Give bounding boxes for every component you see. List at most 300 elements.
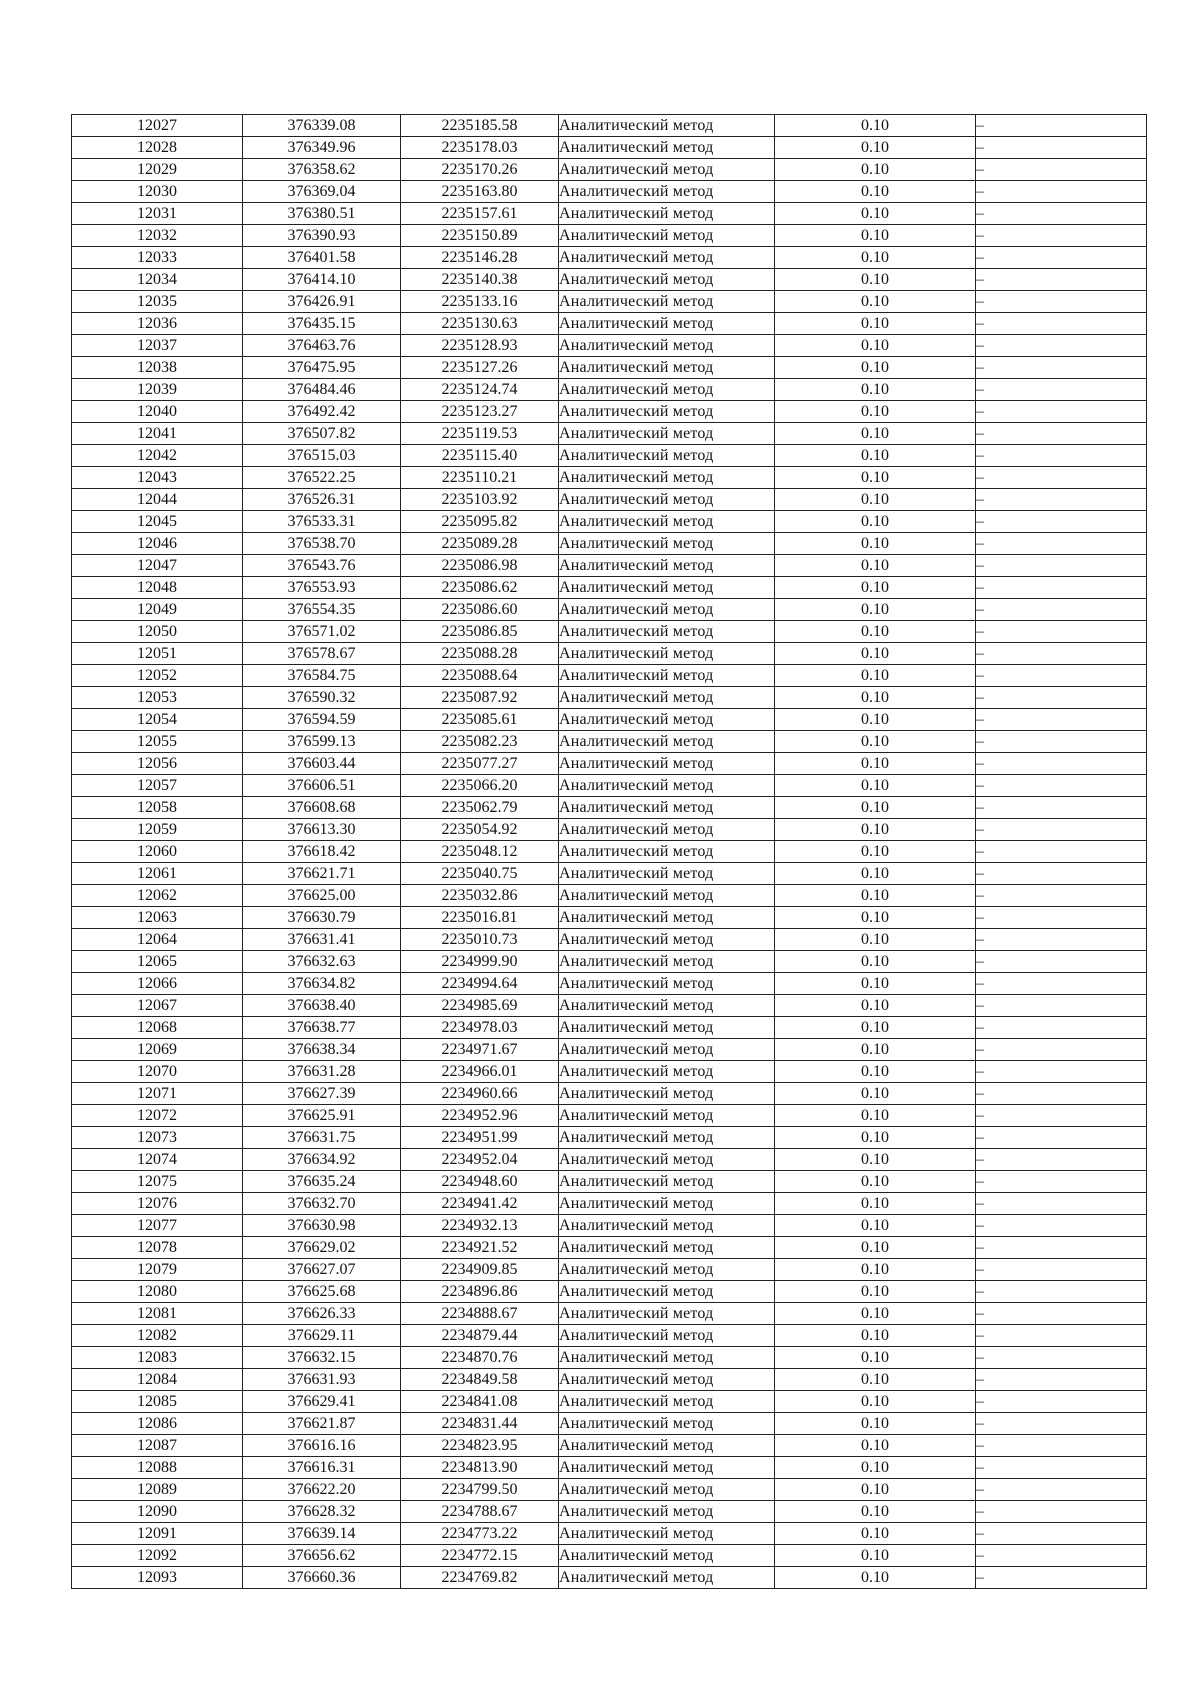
method-cell: Аналитический метод bbox=[559, 313, 775, 335]
method-cell: Аналитический метод bbox=[559, 401, 775, 423]
point-number-cell: 12073 bbox=[72, 1127, 243, 1149]
note-cell: – bbox=[976, 885, 1147, 907]
accuracy-cell: 0.10 bbox=[775, 885, 976, 907]
method-cell: Аналитический метод bbox=[559, 379, 775, 401]
method-cell: Аналитический метод bbox=[559, 335, 775, 357]
note-cell: – bbox=[976, 863, 1147, 885]
point-number-cell: 12090 bbox=[72, 1501, 243, 1523]
y-coordinate-cell: 2234932.13 bbox=[401, 1215, 559, 1237]
y-coordinate-cell: 2234813.90 bbox=[401, 1457, 559, 1479]
method-cell: Аналитический метод bbox=[559, 203, 775, 225]
accuracy-cell: 0.10 bbox=[775, 1501, 976, 1523]
note-cell: – bbox=[976, 533, 1147, 555]
note-cell: – bbox=[976, 115, 1147, 137]
note-cell: – bbox=[976, 1083, 1147, 1105]
accuracy-cell: 0.10 bbox=[775, 709, 976, 731]
point-number-cell: 12080 bbox=[72, 1281, 243, 1303]
note-cell: – bbox=[976, 665, 1147, 687]
note-cell: – bbox=[976, 1391, 1147, 1413]
point-number-cell: 12057 bbox=[72, 775, 243, 797]
accuracy-cell: 0.10 bbox=[775, 1567, 976, 1589]
table-row bbox=[72, 885, 1147, 907]
y-coordinate-cell: 2235095.82 bbox=[401, 511, 559, 533]
table-row bbox=[72, 951, 1147, 973]
method-cell: Аналитический метод bbox=[559, 1237, 775, 1259]
note-cell: – bbox=[976, 621, 1147, 643]
y-coordinate-cell: 2234879.44 bbox=[401, 1325, 559, 1347]
point-number-cell: 12068 bbox=[72, 1017, 243, 1039]
x-coordinate-cell: 376380.51 bbox=[243, 203, 401, 225]
x-coordinate-cell: 376616.31 bbox=[243, 1457, 401, 1479]
method-cell: Аналитический метод bbox=[559, 1391, 775, 1413]
point-number-cell: 12065 bbox=[72, 951, 243, 973]
method-cell: Аналитический метод bbox=[559, 357, 775, 379]
table-row bbox=[72, 1105, 1147, 1127]
x-coordinate-cell: 376613.30 bbox=[243, 819, 401, 841]
point-number-cell: 12085 bbox=[72, 1391, 243, 1413]
note-cell: – bbox=[976, 599, 1147, 621]
y-coordinate-cell: 2234823.95 bbox=[401, 1435, 559, 1457]
table-row bbox=[72, 775, 1147, 797]
y-coordinate-cell: 2235133.16 bbox=[401, 291, 559, 313]
y-coordinate-cell: 2234966.01 bbox=[401, 1061, 559, 1083]
note-cell: – bbox=[976, 335, 1147, 357]
table-row bbox=[72, 929, 1147, 951]
x-coordinate-cell: 376621.87 bbox=[243, 1413, 401, 1435]
y-coordinate-cell: 2235115.40 bbox=[401, 445, 559, 467]
point-number-cell: 12055 bbox=[72, 731, 243, 753]
y-coordinate-cell: 2235178.03 bbox=[401, 137, 559, 159]
note-cell: – bbox=[976, 819, 1147, 841]
y-coordinate-cell: 2235163.80 bbox=[401, 181, 559, 203]
method-cell: Аналитический метод bbox=[559, 1567, 775, 1589]
accuracy-cell: 0.10 bbox=[775, 643, 976, 665]
x-coordinate-cell: 376475.95 bbox=[243, 357, 401, 379]
table-row bbox=[72, 247, 1147, 269]
table-row bbox=[72, 1479, 1147, 1501]
x-coordinate-cell: 376638.77 bbox=[243, 1017, 401, 1039]
note-cell: – bbox=[976, 577, 1147, 599]
note-cell: – bbox=[976, 379, 1147, 401]
table-row bbox=[72, 1083, 1147, 1105]
x-coordinate-cell: 376515.03 bbox=[243, 445, 401, 467]
note-cell: – bbox=[976, 225, 1147, 247]
table-row bbox=[72, 291, 1147, 313]
method-cell: Аналитический метод bbox=[559, 995, 775, 1017]
y-coordinate-cell: 2234948.60 bbox=[401, 1171, 559, 1193]
note-cell: – bbox=[976, 907, 1147, 929]
table-row bbox=[72, 1567, 1147, 1589]
note-cell: – bbox=[976, 841, 1147, 863]
note-cell: – bbox=[976, 1039, 1147, 1061]
table-row bbox=[72, 379, 1147, 401]
accuracy-cell: 0.10 bbox=[775, 1347, 976, 1369]
table-row bbox=[72, 819, 1147, 841]
y-coordinate-cell: 2235128.93 bbox=[401, 335, 559, 357]
table-row bbox=[72, 357, 1147, 379]
table-row bbox=[72, 973, 1147, 995]
y-coordinate-cell: 2235140.38 bbox=[401, 269, 559, 291]
point-number-cell: 12029 bbox=[72, 159, 243, 181]
x-coordinate-cell: 376599.13 bbox=[243, 731, 401, 753]
x-coordinate-cell: 376632.70 bbox=[243, 1193, 401, 1215]
method-cell: Аналитический метод bbox=[559, 181, 775, 203]
y-coordinate-cell: 2235127.26 bbox=[401, 357, 559, 379]
x-coordinate-cell: 376349.96 bbox=[243, 137, 401, 159]
x-coordinate-cell: 376543.76 bbox=[243, 555, 401, 577]
point-number-cell: 12035 bbox=[72, 291, 243, 313]
table-row bbox=[72, 995, 1147, 1017]
x-coordinate-cell: 376401.58 bbox=[243, 247, 401, 269]
y-coordinate-cell: 2235170.26 bbox=[401, 159, 559, 181]
table-row bbox=[72, 709, 1147, 731]
y-coordinate-cell: 2234841.08 bbox=[401, 1391, 559, 1413]
accuracy-cell: 0.10 bbox=[775, 995, 976, 1017]
y-coordinate-cell: 2235010.73 bbox=[401, 929, 559, 951]
table-row bbox=[72, 467, 1147, 489]
table-row bbox=[72, 1457, 1147, 1479]
y-coordinate-cell: 2235086.98 bbox=[401, 555, 559, 577]
accuracy-cell: 0.10 bbox=[775, 1083, 976, 1105]
method-cell: Аналитический метод bbox=[559, 1061, 775, 1083]
method-cell: Аналитический метод bbox=[559, 1457, 775, 1479]
method-cell: Аналитический метод bbox=[559, 1435, 775, 1457]
table-row bbox=[72, 1061, 1147, 1083]
y-coordinate-cell: 2234951.99 bbox=[401, 1127, 559, 1149]
y-coordinate-cell: 2234788.67 bbox=[401, 1501, 559, 1523]
point-number-cell: 12032 bbox=[72, 225, 243, 247]
note-cell: – bbox=[976, 687, 1147, 709]
note-cell: – bbox=[976, 357, 1147, 379]
table-row bbox=[72, 797, 1147, 819]
note-cell: – bbox=[976, 291, 1147, 313]
accuracy-cell: 0.10 bbox=[775, 731, 976, 753]
method-cell: Аналитический метод bbox=[559, 1523, 775, 1545]
method-cell: Аналитический метод bbox=[559, 819, 775, 841]
table-row bbox=[72, 1127, 1147, 1149]
point-number-cell: 12027 bbox=[72, 115, 243, 137]
point-number-cell: 12060 bbox=[72, 841, 243, 863]
point-number-cell: 12070 bbox=[72, 1061, 243, 1083]
point-number-cell: 12088 bbox=[72, 1457, 243, 1479]
x-coordinate-cell: 376632.63 bbox=[243, 951, 401, 973]
y-coordinate-cell: 2234952.04 bbox=[401, 1149, 559, 1171]
method-cell: Аналитический метод bbox=[559, 1105, 775, 1127]
x-coordinate-cell: 376369.04 bbox=[243, 181, 401, 203]
method-cell: Аналитический метод bbox=[559, 1479, 775, 1501]
method-cell: Аналитический метод bbox=[559, 511, 775, 533]
method-cell: Аналитический метод bbox=[559, 1325, 775, 1347]
point-number-cell: 12047 bbox=[72, 555, 243, 577]
point-number-cell: 12058 bbox=[72, 797, 243, 819]
table-row bbox=[72, 335, 1147, 357]
method-cell: Аналитический метод bbox=[559, 467, 775, 489]
accuracy-cell: 0.10 bbox=[775, 775, 976, 797]
point-number-cell: 12045 bbox=[72, 511, 243, 533]
accuracy-cell: 0.10 bbox=[775, 115, 976, 137]
note-cell: – bbox=[976, 1193, 1147, 1215]
note-cell: – bbox=[976, 1149, 1147, 1171]
y-coordinate-cell: 2235087.92 bbox=[401, 687, 559, 709]
method-cell: Аналитический метод bbox=[559, 1545, 775, 1567]
method-cell: Аналитический метод bbox=[559, 951, 775, 973]
table-row bbox=[72, 313, 1147, 335]
x-coordinate-cell: 376631.93 bbox=[243, 1369, 401, 1391]
accuracy-cell: 0.10 bbox=[775, 379, 976, 401]
accuracy-cell: 0.10 bbox=[775, 445, 976, 467]
note-cell: – bbox=[976, 929, 1147, 951]
accuracy-cell: 0.10 bbox=[775, 1149, 976, 1171]
method-cell: Аналитический метод bbox=[559, 1083, 775, 1105]
method-cell: Аналитический метод bbox=[559, 973, 775, 995]
method-cell: Аналитический метод bbox=[559, 709, 775, 731]
accuracy-cell: 0.10 bbox=[775, 1259, 976, 1281]
note-cell: – bbox=[976, 445, 1147, 467]
point-number-cell: 12064 bbox=[72, 929, 243, 951]
note-cell: – bbox=[976, 467, 1147, 489]
method-cell: Аналитический метод bbox=[559, 1347, 775, 1369]
note-cell: – bbox=[976, 1017, 1147, 1039]
table-row bbox=[72, 1369, 1147, 1391]
x-coordinate-cell: 376625.00 bbox=[243, 885, 401, 907]
accuracy-cell: 0.10 bbox=[775, 1281, 976, 1303]
table-row bbox=[72, 1149, 1147, 1171]
note-cell: – bbox=[976, 1567, 1147, 1589]
point-number-cell: 12038 bbox=[72, 357, 243, 379]
x-coordinate-cell: 376358.62 bbox=[243, 159, 401, 181]
method-cell: Аналитический метод bbox=[559, 1127, 775, 1149]
coordinates-table bbox=[71, 114, 1147, 1589]
point-number-cell: 12076 bbox=[72, 1193, 243, 1215]
note-cell: – bbox=[976, 1127, 1147, 1149]
point-number-cell: 12030 bbox=[72, 181, 243, 203]
note-cell: – bbox=[976, 401, 1147, 423]
x-coordinate-cell: 376484.46 bbox=[243, 379, 401, 401]
table-row bbox=[72, 577, 1147, 599]
point-number-cell: 12040 bbox=[72, 401, 243, 423]
note-cell: – bbox=[976, 951, 1147, 973]
note-cell: – bbox=[976, 1347, 1147, 1369]
x-coordinate-cell: 376608.68 bbox=[243, 797, 401, 819]
point-number-cell: 12054 bbox=[72, 709, 243, 731]
table-row bbox=[72, 863, 1147, 885]
y-coordinate-cell: 2235185.58 bbox=[401, 115, 559, 137]
y-coordinate-cell: 2234772.15 bbox=[401, 1545, 559, 1567]
x-coordinate-cell: 376606.51 bbox=[243, 775, 401, 797]
method-cell: Аналитический метод bbox=[559, 137, 775, 159]
table-row bbox=[72, 1545, 1147, 1567]
y-coordinate-cell: 2234921.52 bbox=[401, 1237, 559, 1259]
y-coordinate-cell: 2235048.12 bbox=[401, 841, 559, 863]
accuracy-cell: 0.10 bbox=[775, 1127, 976, 1149]
y-coordinate-cell: 2235032.86 bbox=[401, 885, 559, 907]
note-cell: – bbox=[976, 1259, 1147, 1281]
note-cell: – bbox=[976, 731, 1147, 753]
note-cell: – bbox=[976, 775, 1147, 797]
x-coordinate-cell: 376594.59 bbox=[243, 709, 401, 731]
point-number-cell: 12050 bbox=[72, 621, 243, 643]
method-cell: Аналитический метод bbox=[559, 797, 775, 819]
y-coordinate-cell: 2235157.61 bbox=[401, 203, 559, 225]
note-cell: – bbox=[976, 1303, 1147, 1325]
point-number-cell: 12044 bbox=[72, 489, 243, 511]
y-coordinate-cell: 2234799.50 bbox=[401, 1479, 559, 1501]
x-coordinate-cell: 376629.11 bbox=[243, 1325, 401, 1347]
point-number-cell: 12031 bbox=[72, 203, 243, 225]
method-cell: Аналитический метод bbox=[559, 1501, 775, 1523]
y-coordinate-cell: 2235146.28 bbox=[401, 247, 559, 269]
point-number-cell: 12092 bbox=[72, 1545, 243, 1567]
point-number-cell: 12067 bbox=[72, 995, 243, 1017]
table-row bbox=[72, 181, 1147, 203]
accuracy-cell: 0.10 bbox=[775, 1391, 976, 1413]
point-number-cell: 12046 bbox=[72, 533, 243, 555]
method-cell: Аналитический метод bbox=[559, 687, 775, 709]
accuracy-cell: 0.10 bbox=[775, 1369, 976, 1391]
method-cell: Аналитический метод bbox=[559, 643, 775, 665]
y-coordinate-cell: 2235088.28 bbox=[401, 643, 559, 665]
coordinates-table-body bbox=[72, 115, 1147, 1589]
y-coordinate-cell: 2234952.96 bbox=[401, 1105, 559, 1127]
method-cell: Аналитический метод bbox=[559, 1281, 775, 1303]
note-cell: – bbox=[976, 643, 1147, 665]
point-number-cell: 12082 bbox=[72, 1325, 243, 1347]
x-coordinate-cell: 376625.91 bbox=[243, 1105, 401, 1127]
method-cell: Аналитический метод bbox=[559, 445, 775, 467]
y-coordinate-cell: 2235150.89 bbox=[401, 225, 559, 247]
accuracy-cell: 0.10 bbox=[775, 951, 976, 973]
x-coordinate-cell: 376414.10 bbox=[243, 269, 401, 291]
table-row bbox=[72, 1039, 1147, 1061]
point-number-cell: 12048 bbox=[72, 577, 243, 599]
y-coordinate-cell: 2234896.86 bbox=[401, 1281, 559, 1303]
point-number-cell: 12037 bbox=[72, 335, 243, 357]
x-coordinate-cell: 376339.08 bbox=[243, 115, 401, 137]
x-coordinate-cell: 376553.93 bbox=[243, 577, 401, 599]
accuracy-cell: 0.10 bbox=[775, 291, 976, 313]
table-row bbox=[72, 1413, 1147, 1435]
accuracy-cell: 0.10 bbox=[775, 555, 976, 577]
x-coordinate-cell: 376533.31 bbox=[243, 511, 401, 533]
note-cell: – bbox=[976, 313, 1147, 335]
accuracy-cell: 0.10 bbox=[775, 269, 976, 291]
x-coordinate-cell: 376618.42 bbox=[243, 841, 401, 863]
point-number-cell: 12041 bbox=[72, 423, 243, 445]
point-number-cell: 12043 bbox=[72, 467, 243, 489]
accuracy-cell: 0.10 bbox=[775, 1545, 976, 1567]
note-cell: – bbox=[976, 423, 1147, 445]
accuracy-cell: 0.10 bbox=[775, 137, 976, 159]
method-cell: Аналитический метод bbox=[559, 929, 775, 951]
table-row bbox=[72, 1303, 1147, 1325]
accuracy-cell: 0.10 bbox=[775, 203, 976, 225]
y-coordinate-cell: 2235066.20 bbox=[401, 775, 559, 797]
x-coordinate-cell: 376463.76 bbox=[243, 335, 401, 357]
y-coordinate-cell: 2235040.75 bbox=[401, 863, 559, 885]
x-coordinate-cell: 376629.41 bbox=[243, 1391, 401, 1413]
y-coordinate-cell: 2234994.64 bbox=[401, 973, 559, 995]
accuracy-cell: 0.10 bbox=[775, 819, 976, 841]
table-row bbox=[72, 731, 1147, 753]
table-row bbox=[72, 621, 1147, 643]
x-coordinate-cell: 376628.32 bbox=[243, 1501, 401, 1523]
table-row bbox=[72, 511, 1147, 533]
method-cell: Аналитический метод bbox=[559, 885, 775, 907]
point-number-cell: 12042 bbox=[72, 445, 243, 467]
point-number-cell: 12074 bbox=[72, 1149, 243, 1171]
note-cell: – bbox=[976, 797, 1147, 819]
accuracy-cell: 0.10 bbox=[775, 489, 976, 511]
point-number-cell: 12086 bbox=[72, 1413, 243, 1435]
accuracy-cell: 0.10 bbox=[775, 1413, 976, 1435]
x-coordinate-cell: 376626.33 bbox=[243, 1303, 401, 1325]
method-cell: Аналитический метод bbox=[559, 841, 775, 863]
y-coordinate-cell: 2235077.27 bbox=[401, 753, 559, 775]
method-cell: Аналитический метод bbox=[559, 1017, 775, 1039]
x-coordinate-cell: 376584.75 bbox=[243, 665, 401, 687]
point-number-cell: 12052 bbox=[72, 665, 243, 687]
x-coordinate-cell: 376635.24 bbox=[243, 1171, 401, 1193]
x-coordinate-cell: 376578.67 bbox=[243, 643, 401, 665]
point-number-cell: 12036 bbox=[72, 313, 243, 335]
table-row bbox=[72, 599, 1147, 621]
method-cell: Аналитический метод bbox=[559, 1215, 775, 1237]
table-row bbox=[72, 423, 1147, 445]
note-cell: – bbox=[976, 1061, 1147, 1083]
method-cell: Аналитический метод bbox=[559, 423, 775, 445]
method-cell: Аналитический метод bbox=[559, 665, 775, 687]
y-coordinate-cell: 2234870.76 bbox=[401, 1347, 559, 1369]
method-cell: Аналитический метод bbox=[559, 599, 775, 621]
accuracy-cell: 0.10 bbox=[775, 181, 976, 203]
y-coordinate-cell: 2234849.58 bbox=[401, 1369, 559, 1391]
point-number-cell: 12049 bbox=[72, 599, 243, 621]
x-coordinate-cell: 376538.70 bbox=[243, 533, 401, 555]
y-coordinate-cell: 2235054.92 bbox=[401, 819, 559, 841]
x-coordinate-cell: 376627.39 bbox=[243, 1083, 401, 1105]
accuracy-cell: 0.10 bbox=[775, 1017, 976, 1039]
point-number-cell: 12091 bbox=[72, 1523, 243, 1545]
x-coordinate-cell: 376435.15 bbox=[243, 313, 401, 335]
method-cell: Аналитический метод bbox=[559, 775, 775, 797]
point-number-cell: 12071 bbox=[72, 1083, 243, 1105]
table-row bbox=[72, 269, 1147, 291]
x-coordinate-cell: 376630.98 bbox=[243, 1215, 401, 1237]
table-row bbox=[72, 533, 1147, 555]
point-number-cell: 12066 bbox=[72, 973, 243, 995]
table-row bbox=[72, 907, 1147, 929]
accuracy-cell: 0.10 bbox=[775, 1193, 976, 1215]
note-cell: – bbox=[976, 1325, 1147, 1347]
table-row bbox=[72, 1237, 1147, 1259]
table-row bbox=[72, 225, 1147, 247]
table-row bbox=[72, 1215, 1147, 1237]
accuracy-cell: 0.10 bbox=[775, 1303, 976, 1325]
method-cell: Аналитический метод bbox=[559, 555, 775, 577]
table-row bbox=[72, 445, 1147, 467]
table-row bbox=[72, 665, 1147, 687]
x-coordinate-cell: 376621.71 bbox=[243, 863, 401, 885]
table-row bbox=[72, 841, 1147, 863]
note-cell: – bbox=[976, 1171, 1147, 1193]
x-coordinate-cell: 376638.40 bbox=[243, 995, 401, 1017]
table-row bbox=[72, 1171, 1147, 1193]
accuracy-cell: 0.10 bbox=[775, 423, 976, 445]
y-coordinate-cell: 2235119.53 bbox=[401, 423, 559, 445]
accuracy-cell: 0.10 bbox=[775, 1325, 976, 1347]
y-coordinate-cell: 2234999.90 bbox=[401, 951, 559, 973]
note-cell: – bbox=[976, 973, 1147, 995]
